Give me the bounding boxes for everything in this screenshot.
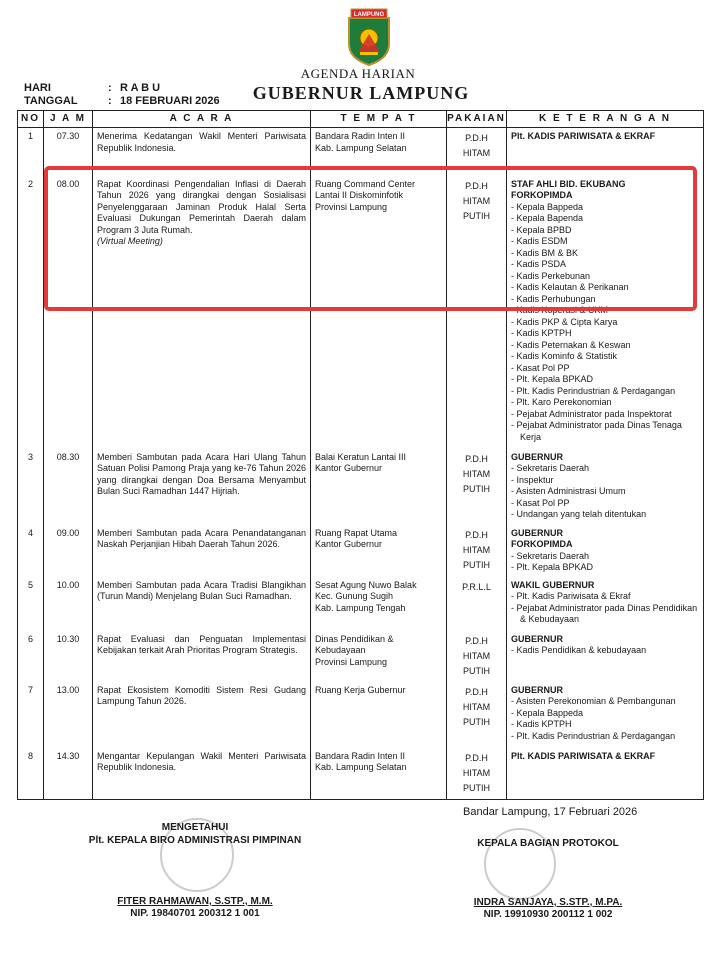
event-line: Rapat Ekosistem Komoditi Sistem Resi Gudang Lampung Tahun 2026. (97, 684, 306, 706)
right-name: INDRA SANJAYA, S.STP., M.PA. (473, 897, 623, 908)
date-label: TANGGAL (24, 95, 78, 107)
notes-head: Plt. KADIS PARIWISATA & EKRAF (511, 750, 656, 761)
left-nip: NIP. 19840701 200312 1 001 (130, 908, 260, 919)
date-separator: : (108, 95, 112, 107)
row-event (93, 682, 311, 748)
place-line: Dinas Pendidikan & (315, 633, 394, 644)
notes-head: GUBERNUR (511, 451, 564, 462)
row-attire (447, 449, 507, 525)
table-row (18, 525, 704, 577)
notes-item: - Plt. Kadis Pariwisata & Ekraf (511, 591, 631, 601)
notes-item: - Kadis Pendidikan & kebudayaan (511, 645, 647, 655)
notes-item: - Kadis Koperasi & UKM (511, 305, 609, 315)
left-title1: MENGETAHUI (161, 822, 229, 833)
table-header-row (18, 111, 704, 128)
row-no: 1 (18, 128, 44, 176)
attire-line: HITAM (462, 148, 491, 158)
right-nip: NIP. 19910930 200112 1 002 (483, 909, 613, 920)
table-row (18, 128, 704, 176)
col-tempat-header: T E M P A T (311, 111, 447, 128)
notes-item: - Inspektur (511, 474, 554, 485)
day-separator: : (108, 82, 112, 94)
attire-line: PUTIH (463, 716, 490, 727)
row-event (93, 748, 311, 800)
row-time: 10.00 (44, 577, 93, 631)
day-label: HARI (24, 82, 51, 94)
row-notes (507, 449, 704, 525)
table-row (18, 682, 704, 748)
row-attire (447, 631, 507, 682)
row-no: 4 (18, 525, 44, 577)
row-event (93, 176, 311, 449)
row-notes (507, 682, 704, 748)
row-attire (447, 128, 507, 176)
notes-item: - Kadis Perkebunan (511, 270, 591, 281)
attire-line: P.D.H (465, 453, 488, 464)
notes-item: - Sekretaris Daerah (511, 463, 590, 473)
agenda-heading: AGENDA HARIAN (300, 66, 416, 81)
attire-line: P.R.L.L (462, 581, 491, 592)
col-no-header: NO (18, 111, 44, 128)
row-time: 13.00 (44, 682, 93, 748)
row-event (93, 128, 311, 176)
attire-line: P.D.H (465, 529, 488, 540)
event-line: Rapat Koordinasi Pengendalian Inflasi di Daerah Tahun 2026 yang dirangkai dengan Sosialisasi Penyelenggaraan Jaminan Produk Halal Serta Evaluasi Dukungan Pemerintah Daerah dalam Program 3 Juta Rumah. (97, 178, 306, 235)
place-date: Bandar Lampung, 17 Februari 2026 (463, 806, 638, 818)
row-time: 07.30 (44, 128, 93, 176)
row-no: 2 (18, 176, 44, 449)
row-place (311, 682, 447, 748)
notes-item: - Plt. Kepala BPKAD (511, 562, 594, 572)
row-attire (447, 682, 507, 748)
row-notes (507, 128, 704, 176)
place-line: Sesat Agung Nuwo Balak (315, 579, 417, 590)
notes-item: - Plt. Kepala BPKAD (511, 374, 594, 384)
place-line: Ruang Command Center (315, 178, 416, 189)
notes-item: - Kadis ESDM (511, 236, 568, 246)
row-time: 08.00 (44, 176, 93, 449)
notes-item: - Kadis BM & BK (511, 247, 579, 258)
day-line (24, 82, 160, 94)
place-line: Lantai II Diskominfotik (315, 190, 404, 200)
agenda-body (18, 128, 704, 800)
row-no: 7 (18, 682, 44, 748)
row-notes (507, 525, 704, 577)
row-event (93, 525, 311, 577)
notes-head: FORKOPIMDA (511, 539, 573, 549)
place-line: Kantor Gubernur (315, 539, 383, 549)
notes-head: STAF AHLI BID. EKUBANG (511, 178, 626, 189)
notes-item: - Kepala BPBD (511, 224, 572, 235)
attire-line: HITAM (462, 701, 491, 712)
notes-item: - Kepala Bappeda (511, 201, 584, 212)
place-line: Kab. Lampung Selatan (315, 762, 407, 772)
place-line: Bandara Radin Inten II (315, 750, 406, 761)
row-event (93, 631, 311, 682)
attire-line: P.D.H (465, 180, 488, 191)
place-line: Balai Keratun Lantai III (315, 451, 407, 462)
event-line: Rapat Evaluasi dan Penguatan Implementasi Kebijakan terkait Arah Prioritas Program Strategis. (97, 633, 306, 655)
emblem-label: LAMPUNG (353, 12, 385, 18)
col-acara-header: A C A R A (93, 111, 311, 128)
attire-line: PUTIH (463, 782, 490, 793)
agenda-table (17, 110, 704, 800)
place-line: Ruang Kerja Gubernur (315, 684, 406, 695)
attire-line: P.D.H (465, 752, 488, 763)
col-pakaian-header: PAKAIAN (447, 111, 507, 128)
notes-item: - Pejabat Administrator pada Inspektorat (511, 408, 672, 419)
row-notes (507, 176, 704, 449)
notes-item: - Pejabat Administrator pada Dinas Tenaga Kerja (511, 420, 682, 442)
row-notes (507, 577, 704, 631)
table-row (18, 449, 704, 525)
day-value: R A B U (120, 82, 161, 94)
place-line: Kantor Gubernur (315, 463, 383, 473)
attire-line: P.D.H (465, 686, 488, 697)
attire-line: PUTIH (463, 210, 490, 221)
col-jam-header: J A M (44, 111, 93, 128)
place-line: Provinsi Lampung (315, 656, 388, 667)
right-stamp (484, 828, 556, 900)
place-line: Kab. Lampung Selatan (315, 142, 407, 153)
table-row (18, 176, 704, 449)
row-attire (447, 525, 507, 577)
notes-item: - Kadis KPTPH (511, 719, 572, 729)
notes-item: - Plt. Kadis Perindustrian & Perdagangan (511, 730, 676, 741)
row-place (311, 176, 447, 449)
row-event (93, 577, 311, 631)
notes-item: - Kepala Bappeda (511, 707, 584, 718)
event-line: Memberi Sambutan pada Acara Tradisi Blangikhan (Turun Mandi) Menjelang Bulan Suci Ramadhan. (97, 579, 306, 601)
place-line: Kec. Gunung Sugih (315, 591, 394, 601)
attire-line: PUTIH (463, 483, 490, 494)
notes-item: - Kadis PKP & Cipta Karya (511, 316, 618, 327)
row-time: 08.30 (44, 449, 93, 525)
row-notes (507, 631, 704, 682)
notes-item: - Kadis Perhubungan (511, 293, 596, 304)
notes-head: GUBERNUR (511, 527, 564, 538)
right-title1: KEPALA BAGIAN PROTOKOL (477, 838, 619, 849)
event-line: Memberi Sambutan pada Acara Hari Ulang Tahun Satuan Polisi Pamong Praja yang ke-76 Tahun 2026 yang dirangkai dengan Doa Bersama Menyambut Bulan Suci Ramadhan 1447 Hijriah. (97, 451, 306, 496)
notes-item: - Kadis Peternakan & Keswan (511, 339, 631, 350)
notes-head: GUBERNUR (511, 684, 564, 695)
notes-item: - Plt. Karo Perekonomian (511, 397, 612, 407)
place-line: Bandara Radin Inten II (315, 131, 406, 141)
notes-item: - Kepala Bapenda (511, 213, 584, 223)
table-row (18, 748, 704, 800)
row-event (93, 449, 311, 525)
row-attire (447, 577, 507, 631)
attire-line: HITAM (462, 767, 491, 778)
row-attire (447, 748, 507, 800)
notes-head: Plt. KADIS PARIWISATA & EKRAF (511, 131, 656, 141)
notes-item: - Kadis Kelautan & Perikanan (511, 282, 629, 292)
notes-head: GUBERNUR (511, 633, 564, 644)
row-place (311, 748, 447, 800)
row-place (311, 449, 447, 525)
row-no: 5 (18, 577, 44, 631)
row-place (311, 525, 447, 577)
attire-line: HITAM (462, 468, 491, 479)
attire-line: HITAM (462, 650, 491, 661)
left-title2: Plt. KEPALA BIRO ADMINISTRASI PIMPINAN (88, 835, 302, 846)
attire-line: HITAM (462, 195, 491, 206)
row-notes (507, 748, 704, 800)
left-stamp (160, 818, 234, 892)
notes-head: WAKIL GUBERNUR (511, 579, 595, 590)
place-line: Kebudayaan (315, 645, 366, 655)
lampung-emblem (346, 8, 392, 66)
row-place (311, 577, 447, 631)
notes-item: - Undangan yang telah ditentukan (511, 509, 647, 519)
notes-item: - Kadis Kominfo & Statistik (511, 351, 618, 361)
row-time: 14.30 (44, 748, 93, 800)
col-keterangan-header: K E T E R A N G A N (507, 111, 704, 128)
date-line (24, 95, 220, 107)
place-line: Provinsi Lampung (315, 201, 388, 212)
event-line: Mengantar Kepulangan Wakil Menteri Pariwisata Republik Indonesia. (97, 750, 306, 772)
notes-item: - Kasat Pol PP (511, 362, 570, 373)
notes-item: - Kadis PSDA (511, 259, 567, 269)
event-line: Menerima Kedatangan Wakil Menteri Pariwisata Republik Indonesia. (97, 131, 306, 153)
row-no: 6 (18, 631, 44, 682)
notes-item: - Asisten Administrasi Umum (511, 486, 626, 496)
page-title: GUBERNUR LAMPUNG (252, 83, 470, 103)
notes-item: - Sekretaris Daerah (511, 550, 590, 561)
table-row (18, 631, 704, 682)
attire-line: PUTIH (463, 559, 490, 570)
attire-line: HITAM (462, 544, 491, 555)
row-no: 8 (18, 748, 44, 800)
row-place (311, 128, 447, 176)
row-no: 3 (18, 449, 44, 525)
notes-item: - Kasat Pol PP (511, 497, 570, 508)
notes-item: - Plt. Kadis Perindustrian & Perdagangan (511, 385, 676, 396)
row-place (311, 631, 447, 682)
place-line: Kab. Lampung Tengah (315, 602, 406, 613)
event-line: Memberi Sambutan pada Acara Penandatanganan Naskah Perjanjian Hibah Daerah Tahun 2026. (97, 527, 306, 549)
event-line: (Virtual Meeting) (97, 236, 163, 246)
attire-line: P.D.H (465, 133, 488, 143)
place-line: Ruang Rapat Utama (315, 527, 398, 538)
notes-head: FORKOPIMDA (511, 190, 573, 200)
notes-item: - Asisten Perekonomian & Pembangunan (511, 696, 676, 706)
notes-item: - Pejabat Administrator pada Dinas Pendidikan & Kebudayaan (511, 602, 698, 624)
attire-line: PUTIH (463, 665, 490, 676)
row-time: 10.30 (44, 631, 93, 682)
notes-item: - Kadis KPTPH (511, 328, 572, 338)
row-attire (447, 176, 507, 449)
date-value: 18 FEBRUARI 2026 (120, 95, 220, 107)
attire-line: P.D.H (465, 635, 488, 646)
left-name: FITER RAHMAWAN, S.STP., M.M. (117, 896, 273, 907)
table-row (18, 577, 704, 631)
row-time: 09.00 (44, 525, 93, 577)
